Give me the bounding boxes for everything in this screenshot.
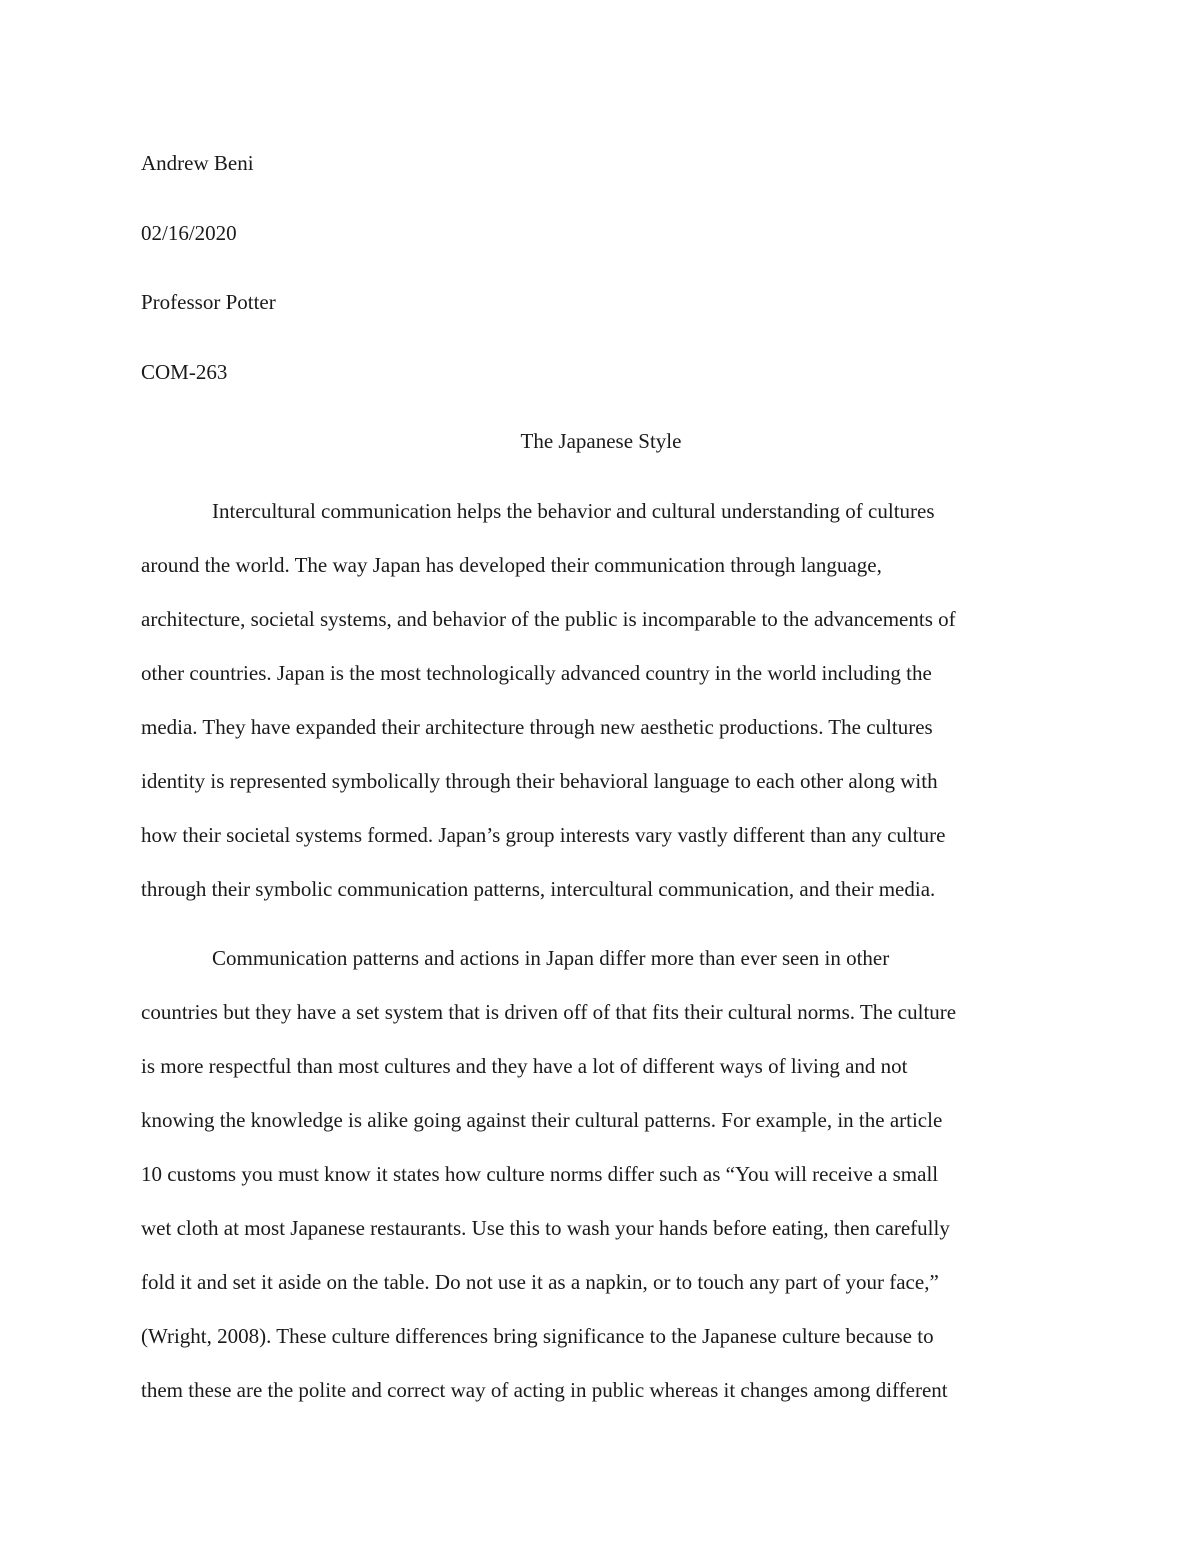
paragraph-line: architecture, societal systems, and behavior of the public is incomparable to the advancements of [141,606,956,631]
paragraph-line: wet cloth at most Japanese restaurants. Use this to wash your hands before eating, then carefully [141,1216,950,1240]
essay-title: The Japanese Style [520,429,682,453]
paragraph-line: knowing the knowledge is alike going against their cultural patterns. For example, in the article [141,1108,943,1132]
paragraph-line: 10 customs you must know it states how culture norms differ such as “You will receive a small [141,1162,939,1186]
paragraph-line: Communication patterns and actions in Japan differ more than ever seen in other [212,946,890,970]
paragraph-2 [141,931,1061,1417]
document-body [141,136,1061,1433]
paragraph-line: countries but they have a set system that is driven off of that fits their cultural norms. The culture [141,1000,957,1024]
document-date: 02/16/2020 [141,220,237,245]
paragraph-line: is more respectful than most cultures and they have a lot of different ways of living and not [141,1054,908,1078]
paragraph-line: how their societal systems formed. Japan’s group interests vary vastly different than any culture [141,822,946,847]
professor-name: Professor Potter [141,290,276,314]
paragraph-line: Intercultural communication helps the behavior and cultural understanding of cultures [212,498,935,523]
course-code: COM-263 [141,359,228,384]
paragraph-line: them these are the polite and correct way of acting in public whereas it changes among different [141,1378,948,1402]
paragraph-line: (Wright, 2008). These culture differences bring significance to the Japanese culture because to [141,1324,934,1348]
paragraph-line: identity is represented symbolically through their behavioral language to each other along with [141,768,938,793]
paragraph-1 [141,484,1061,916]
paragraph-line: fold it and set it aside on the table. Do not use it as a napkin, or to touch any part of your face,” [141,1270,939,1294]
author-name: Andrew Beni [141,151,254,175]
paragraph-line: media. They have expanded their architecture through new aesthetic productions. The cultures [141,714,933,739]
paragraph-line: through their symbolic communication patterns, intercultural communication, and their media. [141,876,936,901]
paragraph-line: around the world. The way Japan has developed their communication through language, [141,552,882,577]
paragraph-line: other countries. Japan is the most technologically advanced country in the world including the [141,660,932,685]
